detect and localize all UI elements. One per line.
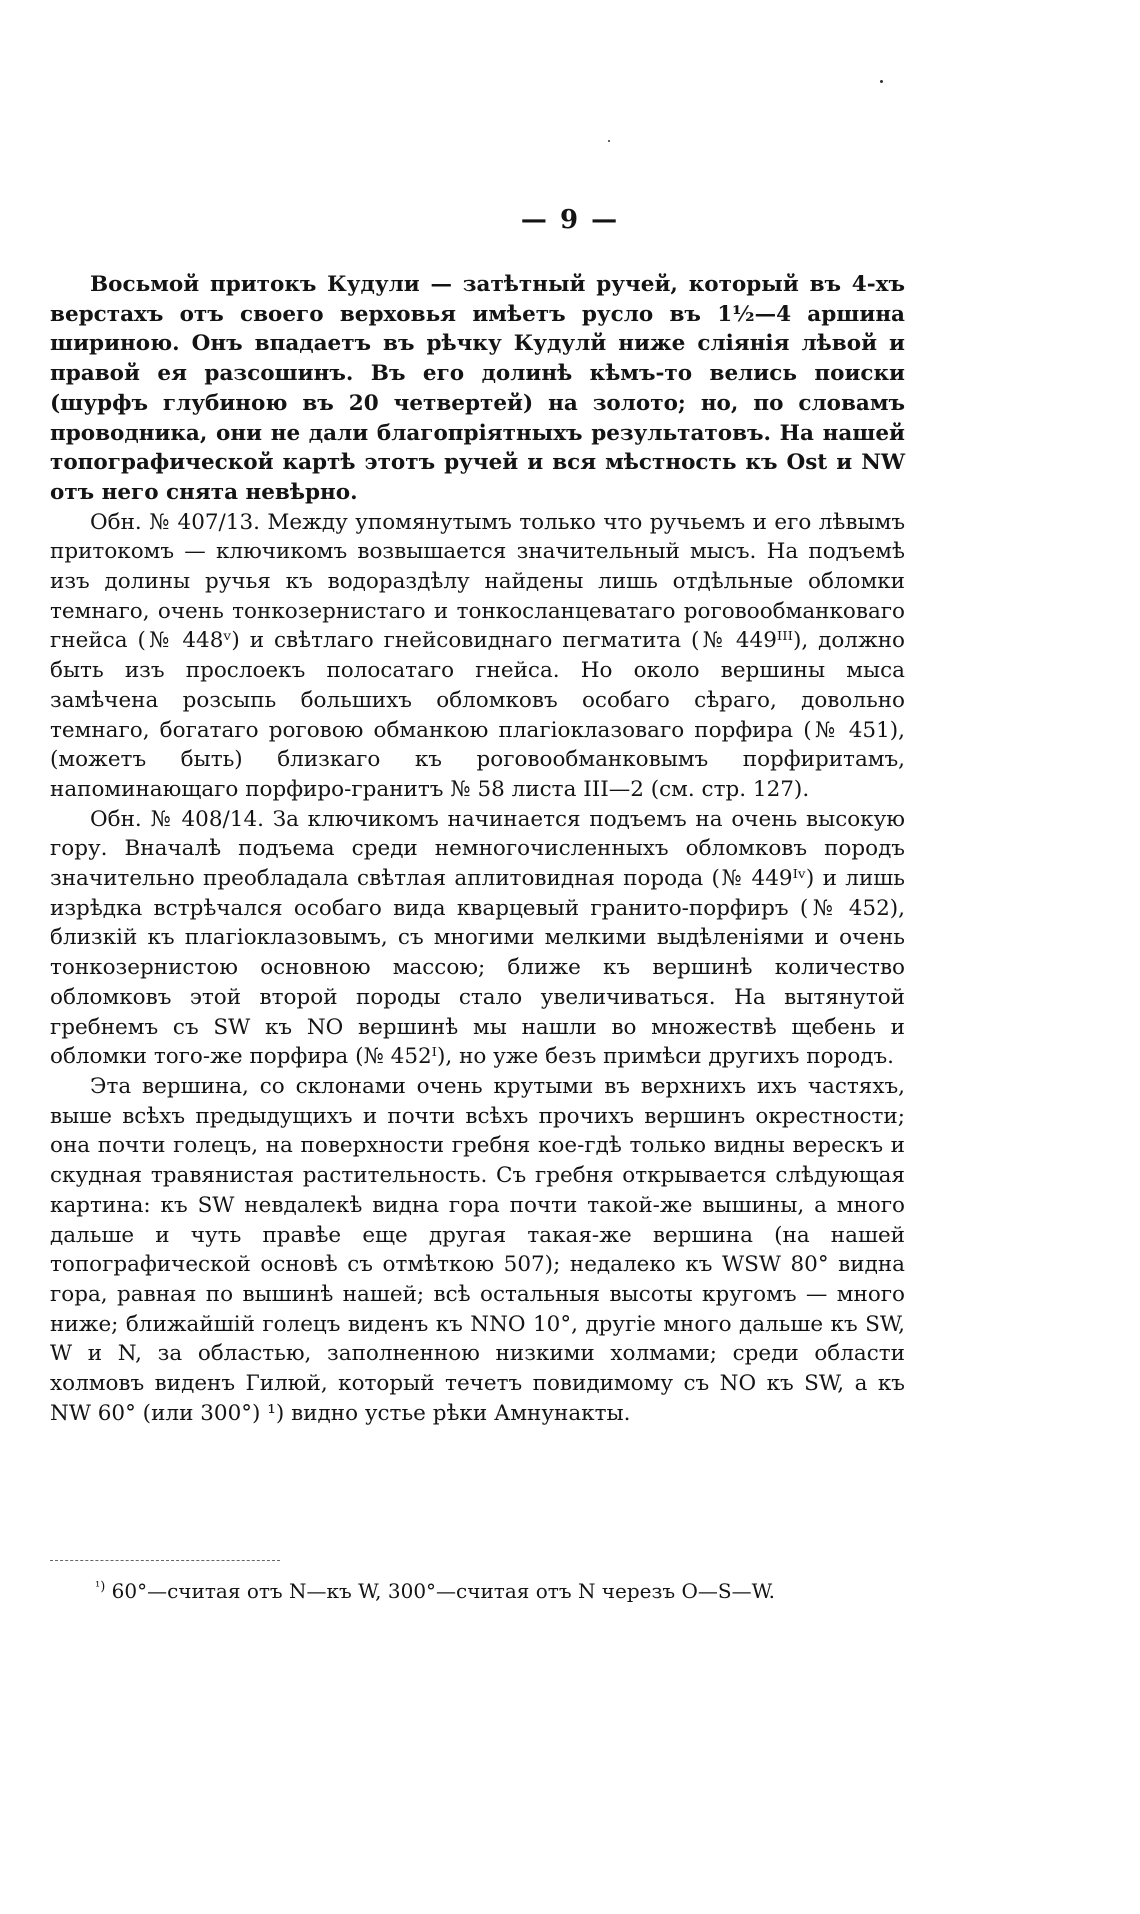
paragraph-2: Обн. № 407/13. Между упомянутымъ только что ручьемъ и его лѣвымъ притокомъ — ключикомъ возвышается значительный мысъ. На подъемѣ изъ долины ручья къ водораздѣлу найдены лишь отдѣльные обломки темнаго, очень тонкозернистаго и тонкосланцеватаго роговообманковаго гнейса (№ 448ᵛ) и свѣтлаго гнейсовиднаго пегматита (№ 449ᴵᴵᴵ), должно быть изъ прослоекъ полосатаго гнейса. Но около вершины мыса замѣчена розсыпь большихъ обломковъ особаго сѣраго, довольно темнаго, богатаго роговою обманкою плагіоклазоваго порфира (№ 451), (можетъ быть) близкаго къ роговообманковымъ порфиритамъ, напоминающаго порфиро-гранитъ № 58 листа III—2 (см. стр. 127). (50, 509, 905, 802)
scan-speck (880, 80, 883, 83)
paragraph-4: Эта вершина, со склонами очень крутыми въ верхнихъ ихъ частяхъ, выше всѣхъ предыдущихъ и почти всѣхъ прочихъ вершинъ окрестности; она почти голецъ, на поверхности гребня кое-гдѣ только видны верескъ и скудная травянистая растительность. Съ гребня открывается слѣдующая картина: къ SW невдалекѣ видна гора почти такой-же вышины, а много дальше и чуть правѣе еще другая такая-же вершина (на нашей топографической основѣ съ отмѣткою 507); недалеко къ WSW 80° видна гора, равная по вышинѣ нашей; всѣ остальныя высоты кругомъ — много ниже; ближайшій голецъ виденъ къ NNO 10°, другіе много дальше къ SW, W и N, за областью, заполненною низкими холмами; среди области холмовъ виденъ Гилюй, который течетъ повидимому съ NO къ SW, а къ NW 60° (или 300°) ¹) видно устье рѣки Амнунакты. (50, 1073, 905, 1426)
page-number: — 9 — (520, 205, 620, 235)
paragraph-3: Обн. № 408/14. За ключикомъ начинается подъемъ на очень высокую гору. Вначалѣ подъема среди немногочисленныхъ обломковъ породъ значительно преобладала свѣтлая аплитовидная порода (№ 449ᴵᵛ) и лишь изрѣдка встрѣчался особаго вида кварцевый гранито-порфиръ (№ 452), близкій къ плагіоклазовымъ, съ многими мелкими выдѣленіями и очень тонкозернистою основною массою; ближе къ вершинѣ количество обломковъ этой второй породы стало увеличиваться. На вытянутой гребнемъ съ SW къ NO вершинѣ мы нашли во множествѣ щебень и обломки того-же порфира (№ 452ᴵ), но уже безъ примѣси другихъ породъ. (50, 806, 905, 1070)
paragraph-1: Восьмой притокъ Кудули — затѣтный ручей, который въ 4-хъ верстахъ отъ своего верховья имѣетъ русло въ 1½—4 аршина шириною. Онъ впадаетъ въ рѣчку Кудулй ниже сліянія лѣвой и правой ея разсошинъ. Въ его долинѣ кѣмъ-то велись поиски (шурфъ глубиною въ 20 четвертей) на золото; но, по словамъ проводника, они не дали благопріятныхъ результатовъ. На нашей топографической картѣ этотъ ручей и вся мѣстность къ Ost и NW отъ него снята невѣрно. (50, 272, 905, 505)
footnote-divider (50, 1560, 280, 1561)
scan-speck (608, 140, 610, 142)
footnote (95, 1578, 915, 1604)
footnote-mark: ¹) (95, 1579, 106, 1595)
footnote-text: 60°—считая отъ N—къ W, 300°—считая отъ N черезъ O—S—W. (111, 1579, 776, 1603)
body-text (50, 270, 905, 1428)
